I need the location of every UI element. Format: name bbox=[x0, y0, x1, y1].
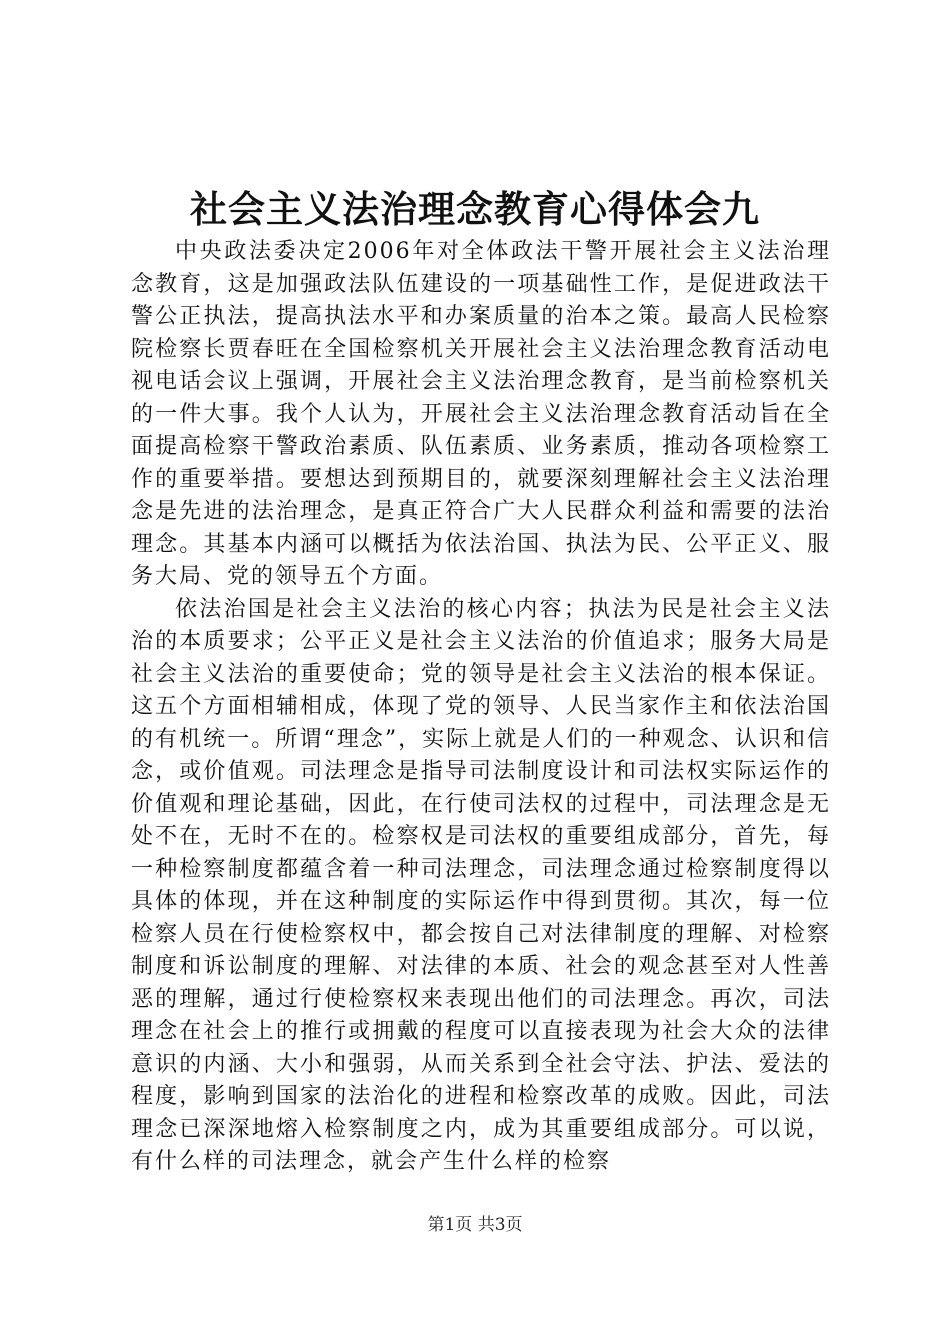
document-title: 社会主义法治理念教育心得体会九 bbox=[190, 187, 760, 231]
paragraph-1: 中央政法委决定2006年对全体政法干警开展社会主义法治理念教育，这是加强政法队伍建设的一项基础性工作，是促进政法干警公正执法，提高执法水平和办案质量的治本之策。最高人民检察院检察长贾春旺在全国检察机关开展社会主义法治理念教育活动电视电话会议上强调，开展社会主义法治理念教育，是当前检察机关的一件大事。我个人认为，开展社会主义法治理念教育活动旨在全面提高检察干警政治素质、队伍素质、业务素质，推动各项检察工作的重要举措。要想达到预期目的，就要深刻理解社会主义法治理念是先进的法治理念，是真正符合广大人民群众利益和需要的法治理念。其基本内涵可以概括为依法治国、执法为民、公平正义、服务大局、党的领导五个方面。 bbox=[131, 239, 831, 589]
paragraph-2: 依法治国是社会主义法治的核心内容；执法为民是社会主义法治的本质要求；公平正义是社会主义法治的价值追求；服务大局是社会主义法治的重要使命；党的领导是社会主义法治的根本保证。这五个方面相辅相成，体现了党的领导、人民当家作主和依法治国的有机统一。所谓“理念”，实际上就是人们的一种观念、认识和信念，或价值观。司法理念是指导司法制度设计和司法权实际运作的价值观和理论基础，因此，在行使司法权的过程中，司法理念是无处不在，无时不在的。检察权是司法权的重要组成部分，首先，每一种检察制度都蕴含着一种司法理念，司法理念通过检察制度得以具体的体现，并在这种制度的实际运作中得到贯彻。其次，每一位检察人员在行使检察权中，都会按自己对法律制度的理解、对检察制度和诉讼制度的理解、对法律的本质、社会的观念甚至对人性善恶的理解，通过行使检察权来表现出他们的司法理念。再次，司法理念在社会上的推行或拥戴的程度可以直接表现为社会大众的法律意识的内涵、大小和强弱，从而关系到全社会守法、护法、爱法的程度，影响到国家的法治化的进程和检察改革的成败。因此，司法理念已深深地熔入检察制度之内，成为其重要组成部分。可以说，有什么样的司法理念，就会产生什么样的检察 bbox=[131, 596, 831, 1174]
page-footer: 第1页 共3页 bbox=[427, 1215, 523, 1235]
document-body bbox=[131, 236, 831, 1179]
